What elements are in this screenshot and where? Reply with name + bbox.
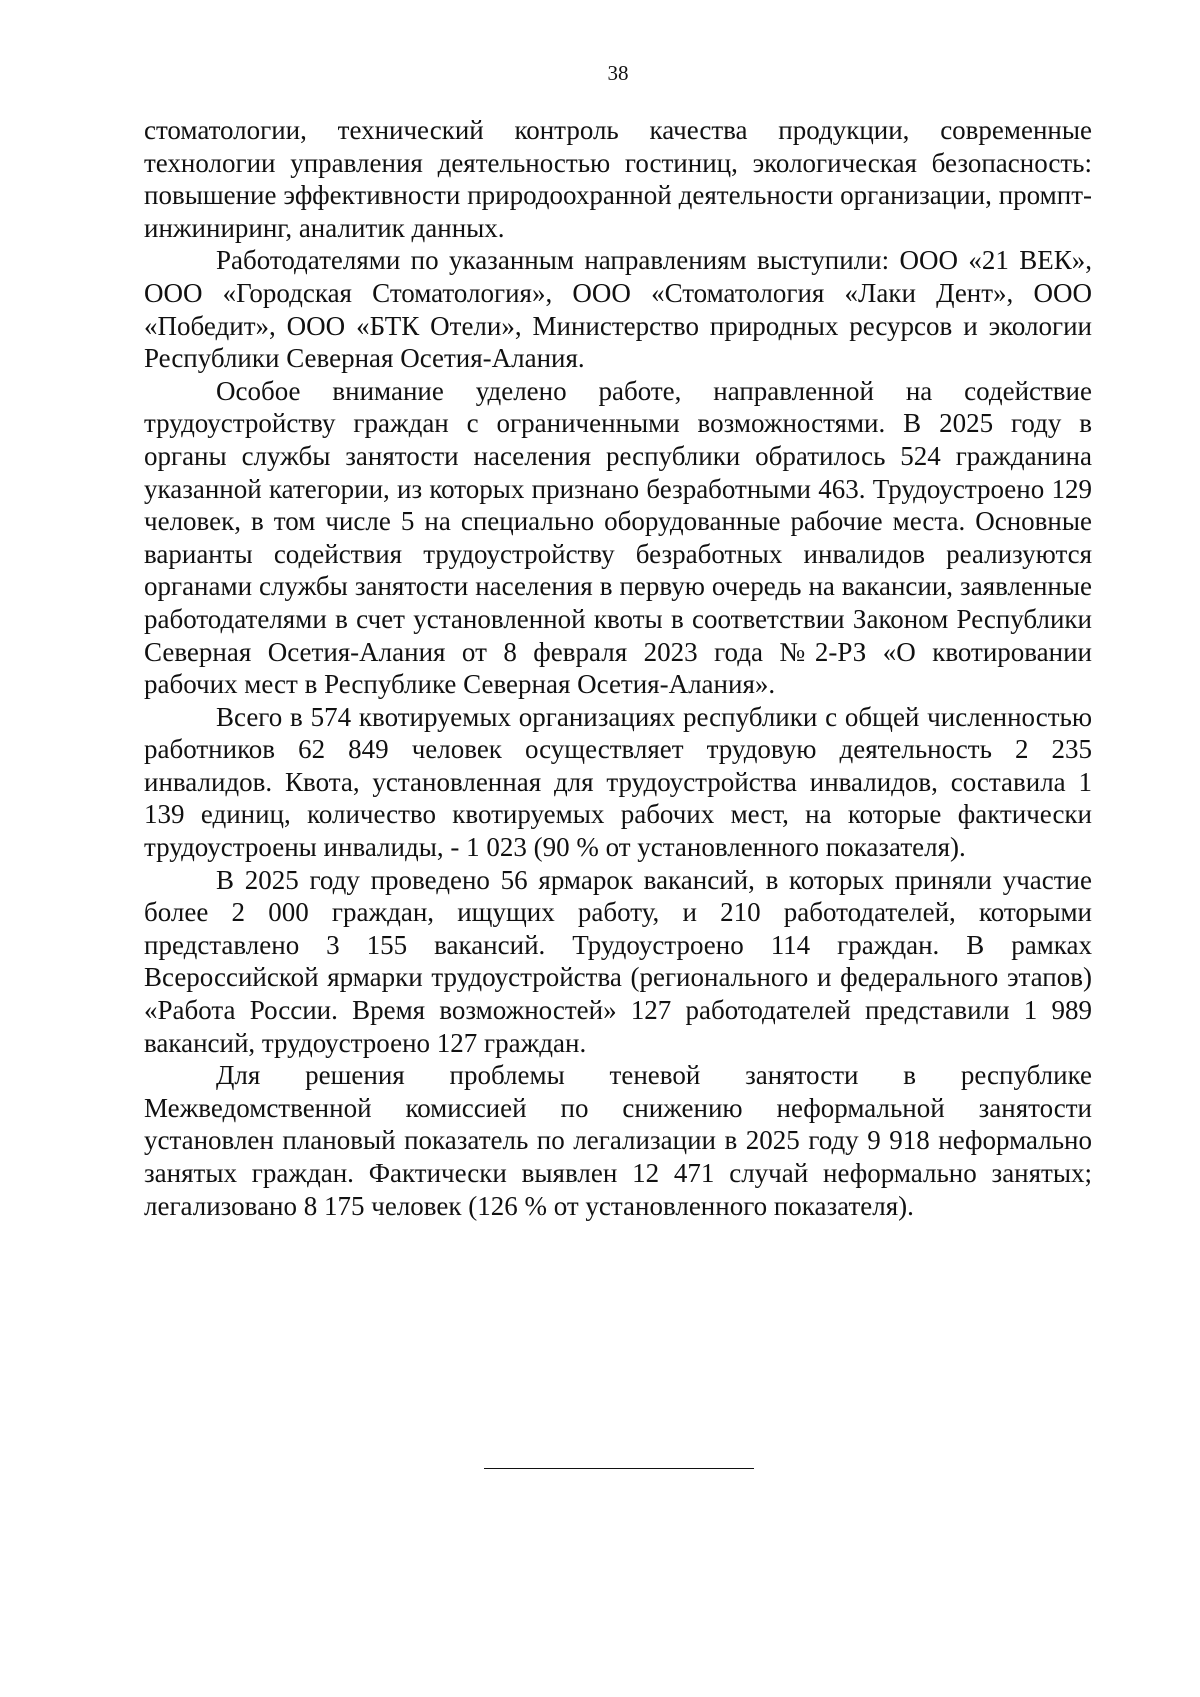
closing-rule-divider (484, 1468, 754, 1469)
paragraph-quota: Всего в 574 квотируемых организациях республики с общей численностью работников 62 849 человек осуществляет трудовую деятельность 2 235 инвалидов. Квота, установленная для трудоустройства инвалидов, составила 1 139 единиц, количество квотируемых рабочих мест, на которые фактически трудоустроены инвалиды, - 1 023 (90 % от установленного показателя). (144, 701, 1092, 863)
paragraph-continuation: стоматологии, технический контроль качества продукции, современные технологии управления деятельностью гостиниц, экологическая безопасность: повышение эффективности природоохранной деятельности организации, промпт-инжиниринг, аналитик данных. (144, 115, 1092, 243)
document-body (144, 114, 1092, 1222)
paragraph-job-fairs: В 2025 году проведено 56 ярмарок вакансий, в которых приняли участие более 2 000 граждан, ищущих работу, и 210 работодателей, которыми представлено 3 155 вакансий. Трудоустроено 114 граждан. В рамках Всероссийской ярмарки трудоустройства (регионального и федерального этапов) «Работа России. Время возможностей» 127 работодателей представили 1 989 вакансий, трудоустроено 127 граждан. (144, 864, 1092, 1058)
paragraph-disabled-employment: Особое внимание уделено работе, направленной на содействие трудоустройству граждан с ограниченными возможностями. В 2025 году в органы службы занятости населения республики обратилось 524 гражданина указанной категории, из которых признано безработными 463. Трудоустроено 129 человек, в том числе 5 на специально оборудованные рабочие места. Основные варианты содействия трудоустройству безработных инвалидов реализуются органами службы занятости населения в первую очередь на вакансии, заявленные работодателями в счет установленной квоты в соответствии Законом Республики Северная Осетия-Алания от 8 февраля 2023 года №2-РЗ «О квотировании рабочих мест в Республике Северная Осетия-Алания». (144, 375, 1092, 700)
page-number: 38 (607, 61, 629, 85)
paragraph-employers: Работодателями по указанным направлениям выступили: ООО «21 ВЕК», ООО «Городская Стоматология», ООО «Стоматология «Лаки Дент», ООО «Победит», ООО «БТК Отели», Министерство природных ресурсов и экологии Республики Северная Осетия-Алания. (144, 245, 1092, 374)
paragraph-informal-employment: Для решения проблемы теневой занятости в республике Межведомственной комиссией по снижению неформальной занятости установлен плановый показатель по легализации в 2025 году 9 918 неформально занятых граждан. Фактически выявлен 12 471 случай неформально занятых; легализовано 8 175 человек (126 % от установленного показателя). (144, 1060, 1092, 1221)
